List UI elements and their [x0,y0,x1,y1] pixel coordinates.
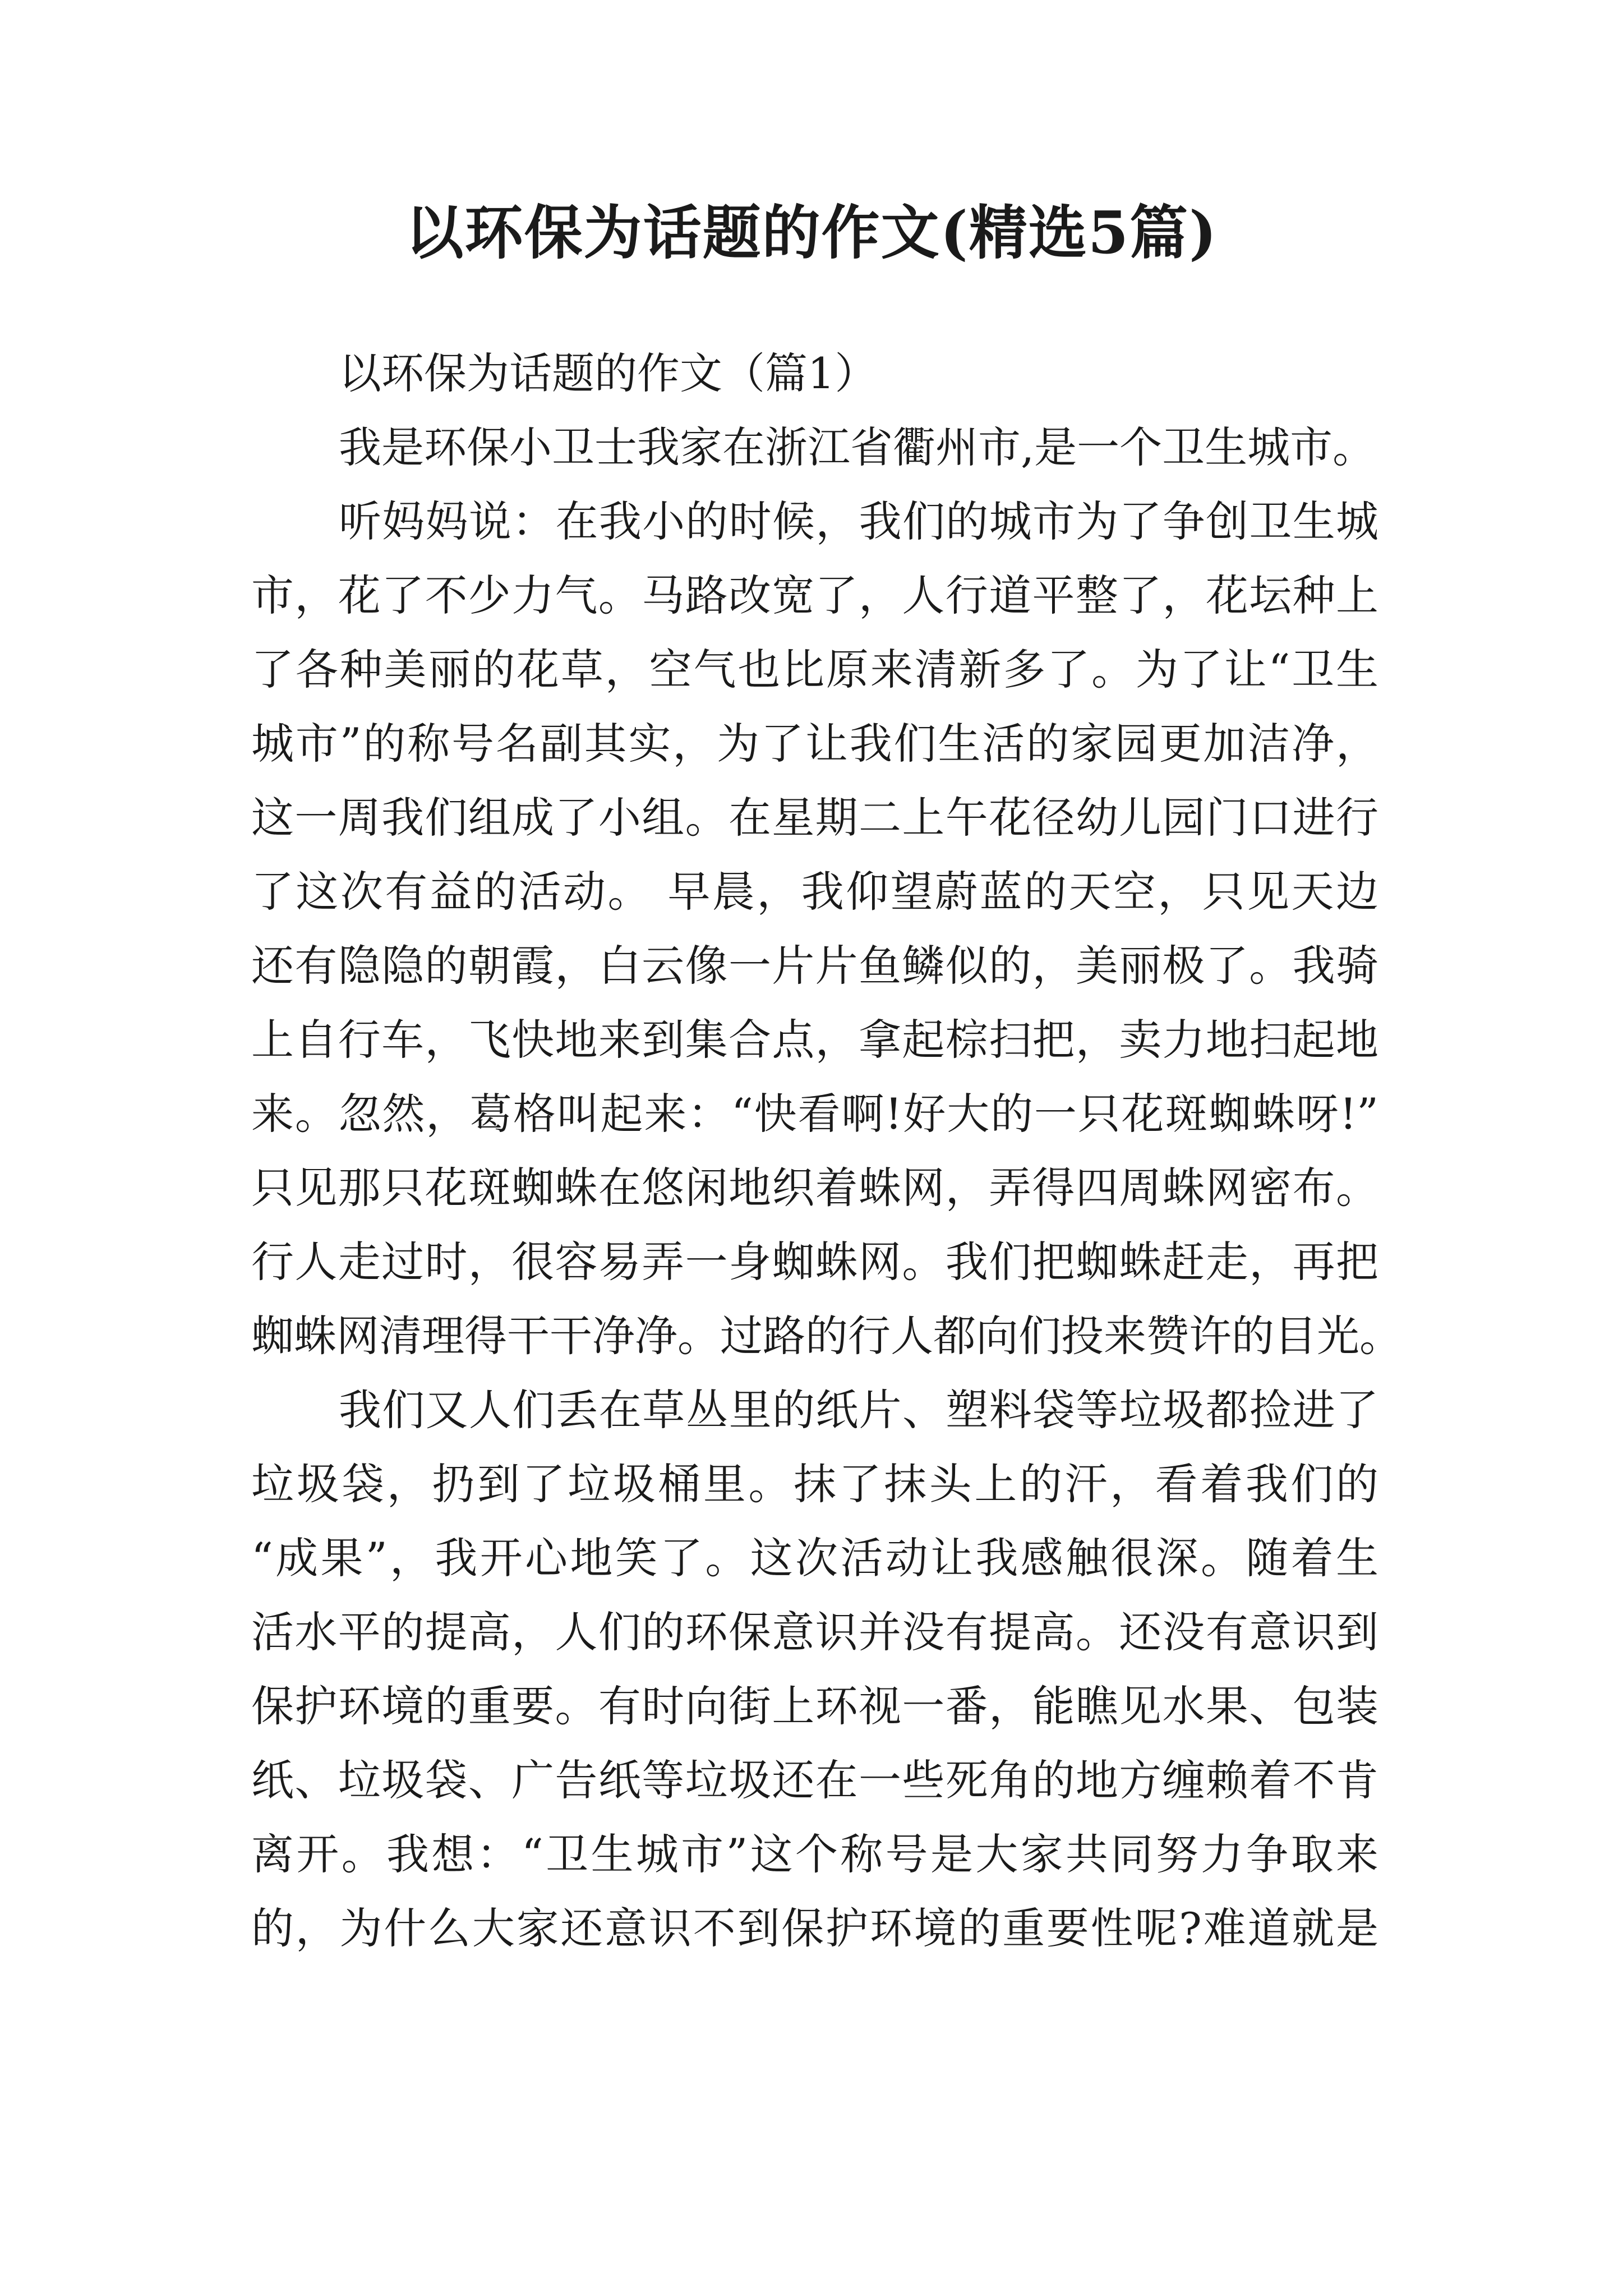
text-line: 以环保为话题的作文（篇1） [339,348,878,398]
document-title: 以环保为话题的作文(精选5篇) [405,198,1218,267]
document-body [251,337,1402,1966]
text-line: 城市”的称号名副其实，为了让我们生活的家园更加洁净， [251,719,1378,769]
text-line: 离开。我想：“卫生城市”这个称号是大家共同努力争取来 [251,1829,1378,1879]
text-line: 听妈妈说：在我小的时候，我们的城市为了争创卫生城 [339,496,1378,546]
text-line: 我们又人们丢在草丛里的纸片、塑料袋等垃圾都捡进了 [339,1385,1378,1435]
text-line: 来。忽然，葛格叫起来：“快看啊!好大的一只花斑蜘蛛呀!” [251,1089,1378,1139]
text-line: 蜘蛛网清理得干干净净。过路的行人都向们投来赞许的目光。 [251,1311,1402,1361]
text-line: 的，为什么大家还意识不到保护环境的重要性呢?难道就是 [251,1903,1378,1953]
text-line: 纸、垃圾袋、广告纸等垃圾还在一些死角的地方缠赖着不肯 [251,1755,1378,1805]
text-line: 还有隐隐的朝霞，白云像一片片鱼鳞似的，美丽极了。我骑 [251,941,1378,991]
text-line: 行人走过时，很容易弄一身蜘蛛网。我们把蜘蛛赶走，再把 [251,1237,1378,1287]
text-line: 保护环境的重要。有时向街上环视一番，能瞧见水果、包装 [251,1681,1378,1731]
text-line: 了这次有益的活动。 早晨，我仰望蔚蓝的天空，只见天边 [251,867,1378,917]
text-line: 只见那只花斑蜘蛛在悠闲地织着蛛网，弄得四周蛛网密布。 [251,1163,1378,1213]
text-line: 了各种美丽的花草，空气也比原来清新多了。为了让“卫生 [251,645,1378,694]
text-line: 活水平的提高，人们的环保意识并没有提高。还没有意识到 [251,1607,1378,1657]
text-line: 上自行车，飞快地来到集合点，拿起棕扫把，卖力地扫起地 [251,1015,1378,1065]
text-line: 我是环保小卫士我家在浙江省衢州市,是一个卫生城市。 [339,422,1376,472]
text-line: 垃圾袋，扔到了垃圾桶里。抹了抹头上的汗，看着我们的 [251,1459,1378,1509]
text-line: “成果”，我开心地笑了。这次活动让我感触很深。随着生 [251,1533,1378,1583]
text-line: 市，花了不少力气。马路改宽了，人行道平整了，花坛种上 [251,570,1378,620]
text-line: 这一周我们组成了小组。在星期二上午花径幼儿园门口进行 [251,793,1378,843]
